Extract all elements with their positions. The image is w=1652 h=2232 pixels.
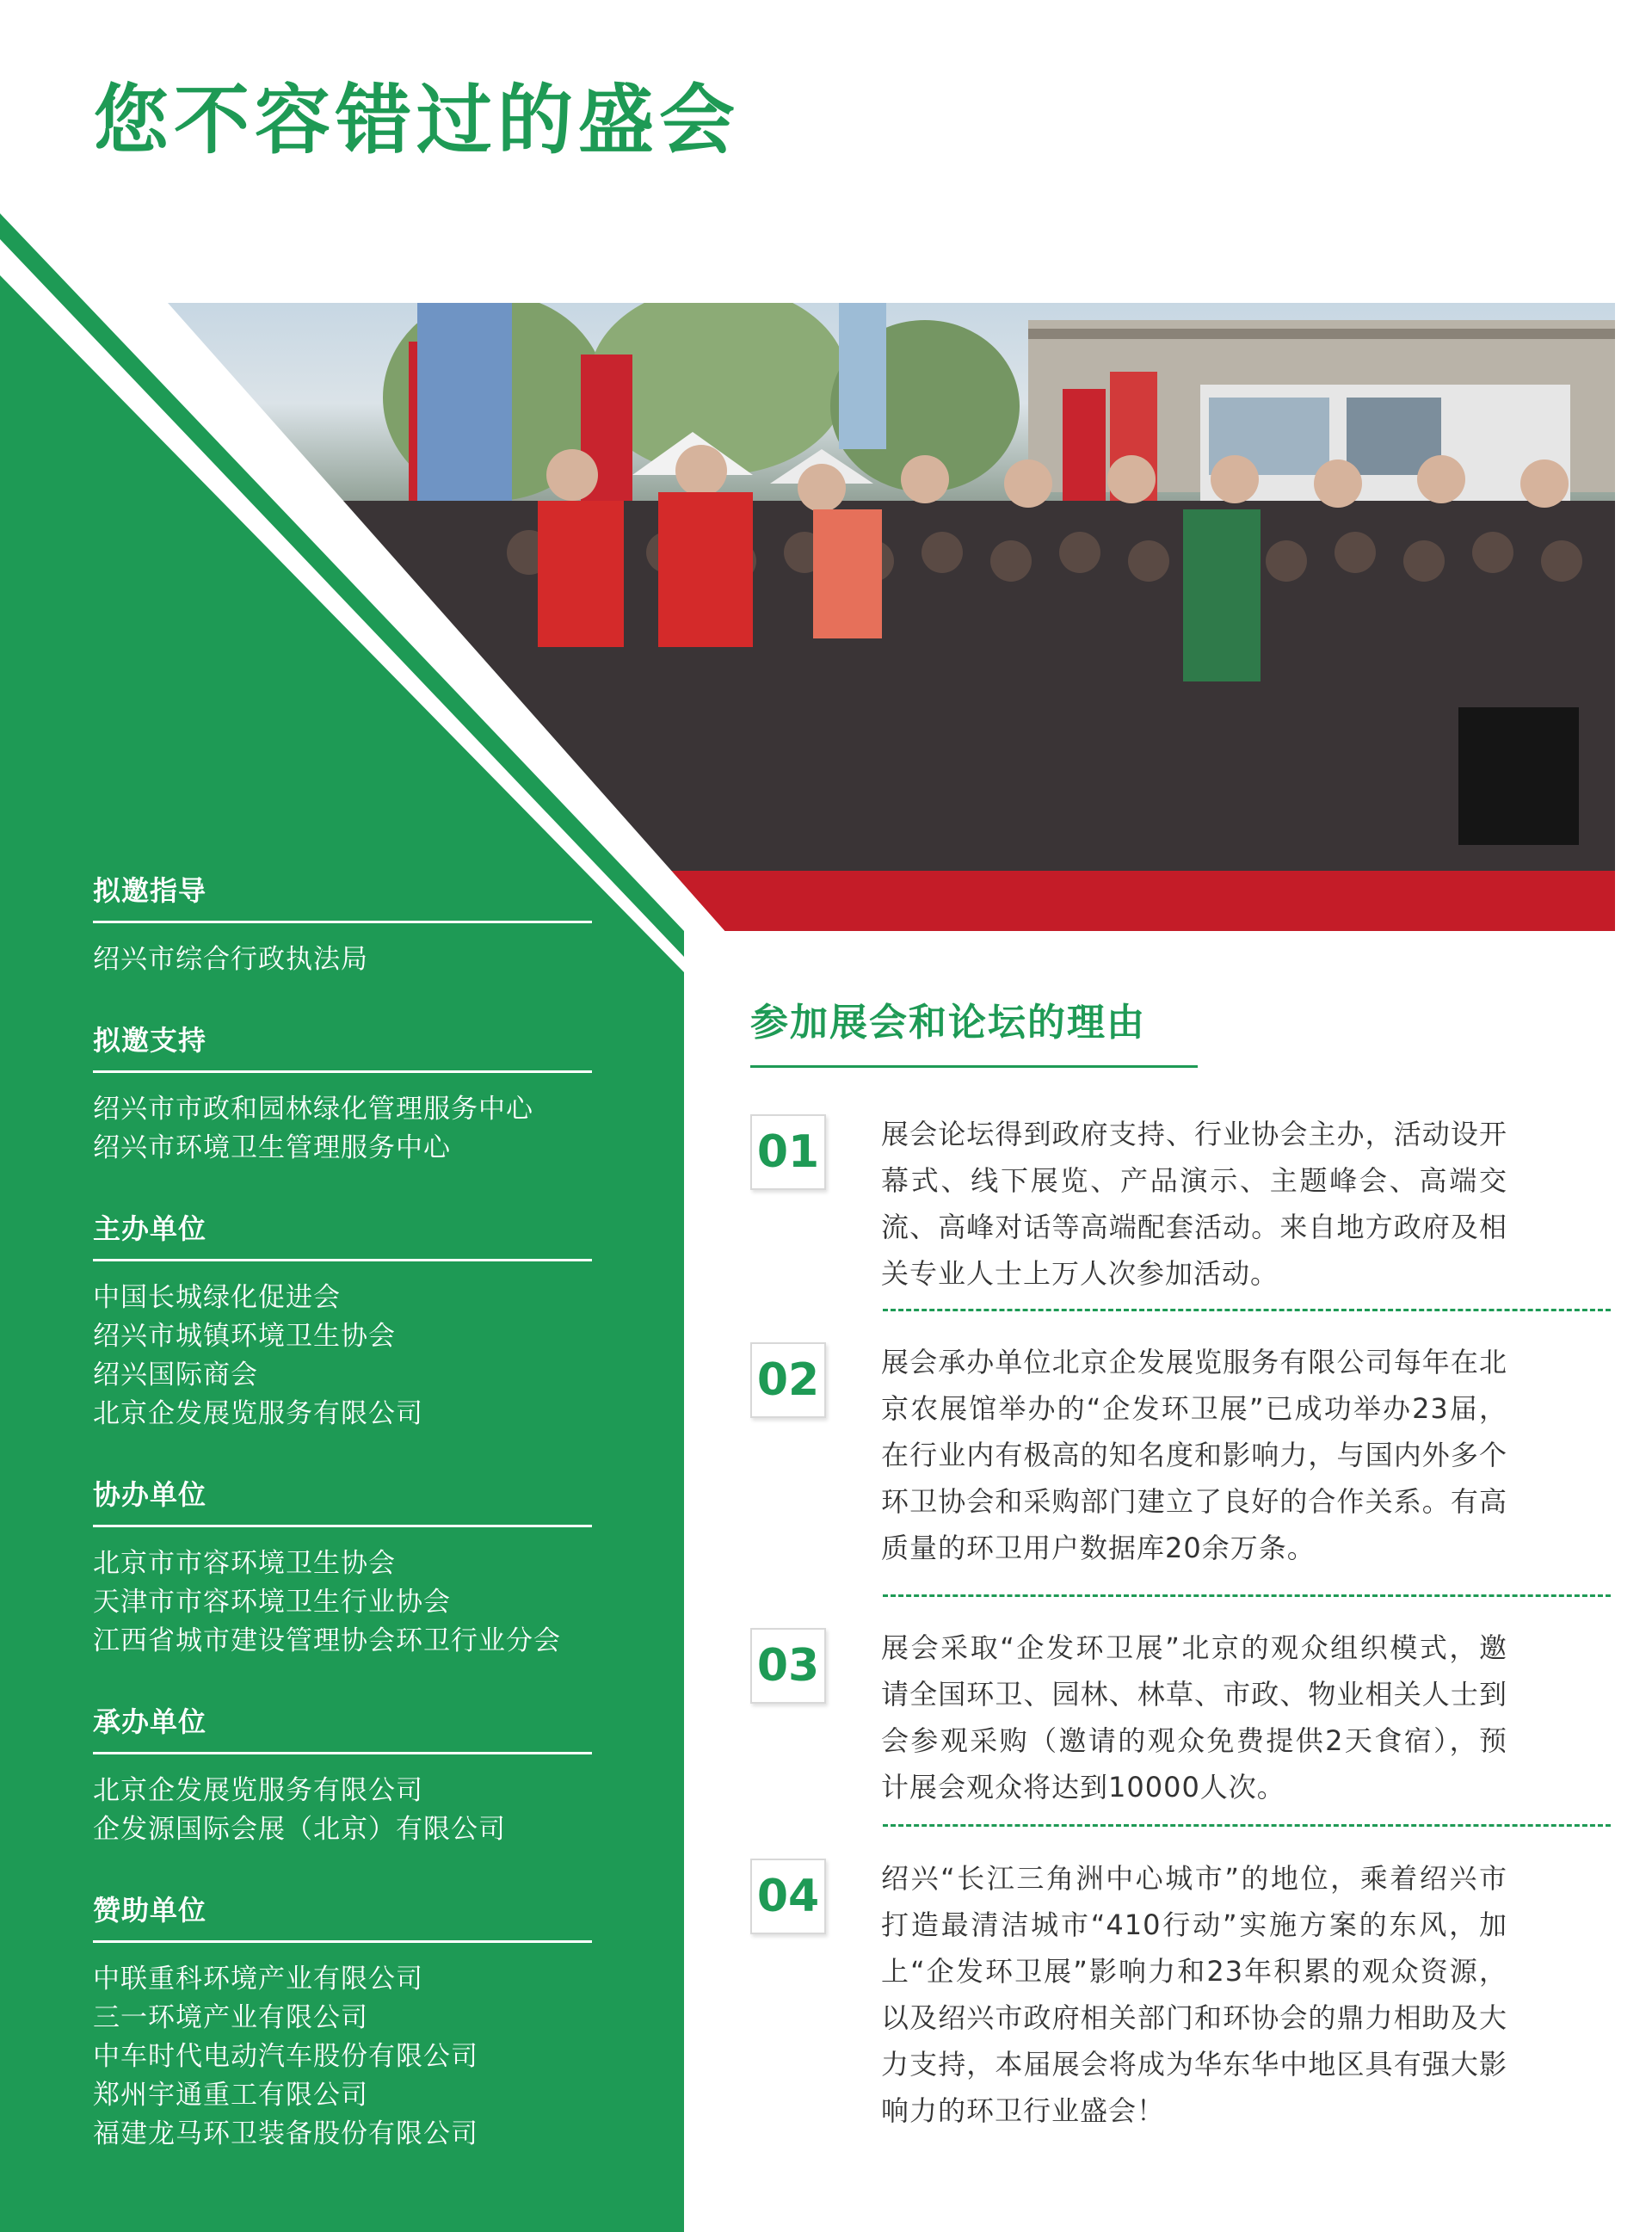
reason-number: 03	[750, 1628, 826, 1704]
section-heading: 主办单位	[93, 1207, 592, 1261]
organizer-section	[93, 869, 592, 979]
org-list	[93, 1279, 592, 1434]
org-item: 中国长城绿化促进会	[93, 1282, 341, 1313]
org-item: 绍兴市综合行政执法局	[93, 944, 368, 975]
reason-number: 02	[750, 1342, 826, 1418]
org-item: 江西省城市建设管理协会环卫行业分会	[93, 1625, 561, 1656]
org-item: 郑州宇通重工有限公司	[93, 2080, 368, 2111]
organizer-section	[93, 1700, 592, 1849]
section-heading: 协办单位	[93, 1473, 592, 1527]
org-item: 北京企发展览服务有限公司	[93, 1398, 423, 1429]
org-list	[93, 1090, 592, 1168]
org-item: 福建龙马环卫装备股份有限公司	[93, 2118, 478, 2149]
reason-number: 04	[750, 1859, 826, 1934]
org-list	[93, 940, 592, 979]
reason-text: 绍兴“长江三角洲中心城市”的地位，乘着绍兴市打造最清洁城市“410行动”实施方案的东风，加上“企发环卫展”影响力和23年积累的观众资源，以及绍兴市政府相关部门和环协会的鼎力相助及大力支持，本届展会将成为华东华中地区具有强大影响力的环卫行业盛会！	[881, 1862, 1507, 2127]
org-list	[93, 1772, 592, 1849]
reason-text: 展会论坛得到政府支持、行业协会主办，活动设开幕式、线下展览、产品演示、主题峰会、高端交流、高峰对话等高端配套活动。来自地方政府及相关专业人士上万人次参加活动。	[881, 1118, 1507, 1290]
organizer-section	[93, 1207, 592, 1434]
org-list	[93, 1545, 592, 1661]
org-item: 绍兴市环境卫生管理服务中心	[93, 1132, 451, 1163]
section-heading: 赞助单位	[93, 1889, 592, 1943]
organizer-section	[93, 1019, 592, 1168]
organizer-section	[93, 1473, 592, 1661]
reason-text: 展会采取“企发环卫展”北京的观众组织模式，邀请全国环卫、园林、林草、市政、物业相关人士到会参观采购（邀请的观众免费提供2天食宿），预计展会观众将达到10000人次。	[881, 1631, 1507, 1803]
org-item: 北京企发展览服务有限公司	[93, 1775, 423, 1806]
dashed-divider	[883, 1309, 1611, 1311]
org-item: 绍兴市市政和园林绿化管理服务中心	[93, 1094, 533, 1125]
section-heading: 拟邀指导	[93, 869, 592, 923]
reason-text: 展会承办单位北京企发展览服务有限公司每年在北京农展馆举办的“企发环卫展”已成功举办23届，在行业内有极高的知名度和影响力，与国内外多个环卫协会和采购部门建立了良好的合作关系。有高质量的环卫用户数据库20余万条。	[881, 1346, 1507, 1564]
org-item: 三一环境产业有限公司	[93, 2002, 368, 2033]
org-item: 绍兴市城镇环境卫生协会	[93, 1321, 396, 1352]
page-title: 您不容错过的盛会	[93, 76, 741, 164]
reasons-title-underline	[750, 1065, 1198, 1068]
org-item: 中车时代电动汽车股份有限公司	[93, 2041, 478, 2072]
organizers-column	[93, 869, 592, 2193]
org-item: 天津市市容环境卫生行业协会	[93, 1587, 451, 1618]
reason-number: 01	[750, 1114, 826, 1190]
organizer-section	[93, 1889, 592, 2154]
org-list	[93, 1960, 592, 2154]
reasons-title: 参加展会和论坛的理由	[750, 1001, 1146, 1045]
dashed-divider	[883, 1594, 1611, 1597]
org-item: 绍兴国际商会	[93, 1360, 258, 1390]
org-item: 中联重科环境产业有限公司	[93, 1964, 423, 1995]
org-item: 企发源国际会展（北京）有限公司	[93, 1814, 506, 1845]
dashed-divider	[883, 1824, 1611, 1827]
org-item: 北京市市容环境卫生协会	[93, 1548, 396, 1579]
section-heading: 拟邀支持	[93, 1019, 592, 1073]
section-heading: 承办单位	[93, 1700, 592, 1754]
